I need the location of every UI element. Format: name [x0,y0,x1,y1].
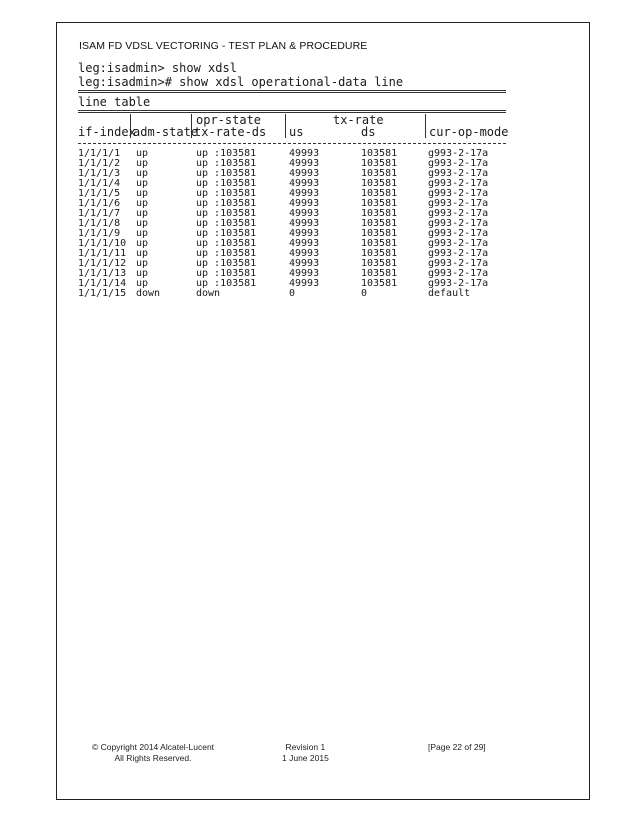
header-if-index: if-index [78,125,136,139]
cell-us: 49993 [289,278,320,289]
revision-label: Revision 1 [285,742,326,752]
cell-mode: g993-2-17a [428,158,489,169]
header-cur-op-mode: cur-op-mode [429,125,509,139]
cell-mode: g993-2-17a [428,218,489,229]
cell-us: 49993 [289,208,320,219]
cell-ds: 103581 [361,168,398,179]
cell-opr-state: up :103581 [196,218,257,229]
rights-line: All Rights Reserved. [114,753,192,763]
cell-if-index: 1/1/1/12 [78,258,127,269]
document-header: ISAM FD VDSL VECTORING - TEST PLAN & PROCEDURE [79,40,368,52]
header-ds: ds [361,125,376,139]
cell-adm-state: up [136,168,149,179]
cell-mode: g993-2-17a [428,188,489,199]
cell-us: 49993 [289,268,320,279]
header-us: us [289,125,304,139]
cell-mode: g993-2-17a [428,228,489,239]
separator-rule [78,90,506,93]
terminal-screenshot [78,61,509,299]
cell-opr-state: up :103581 [196,208,257,219]
cell-adm-state: up [136,248,149,259]
cell-mode: default [428,288,471,299]
header-opr-state: opr-state [196,113,262,127]
cell-us: 49993 [289,218,320,229]
cell-opr-state: up :103581 [196,248,257,259]
cell-adm-state: up [136,268,149,279]
cell-ds: 103581 [361,208,398,219]
cell-ds: 103581 [361,268,398,279]
cell-opr-state: up :103581 [196,268,257,279]
cell-ds: 0 [361,288,368,299]
cell-adm-state: up [136,278,149,289]
cell-opr-state: up :103581 [196,188,257,199]
cell-ds: 103581 [361,148,398,159]
cell-opr-state: up :103581 [196,148,257,159]
cell-ds: 103581 [361,158,398,169]
cell-mode: g993-2-17a [428,238,489,249]
cell-opr-state: up :103581 [196,228,257,239]
cell-opr-state: up :103581 [196,178,257,189]
cell-us: 0 [289,288,296,299]
header-adm-state: adm-state [133,125,199,139]
cell-ds: 103581 [361,238,398,249]
cell-opr-state: up :103581 [196,278,257,289]
table-title: line table [78,95,151,109]
copyright-line: © Copyright 2014 Alcatel-Lucent [92,742,215,752]
cell-us: 49993 [289,228,320,239]
cell-if-index: 1/1/1/11 [78,248,127,259]
command-prompt: leg:isadmin># show xdsl operational-data line [78,75,404,89]
cell-opr-state: up :103581 [196,198,257,209]
cell-if-index: 1/1/1/13 [78,268,127,279]
cell-if-index: 1/1/1/9 [78,228,121,239]
footer-revision [282,742,329,764]
cell-mode: g993-2-17a [428,168,489,179]
cell-opr-state: up :103581 [196,168,257,179]
cell-if-index: 1/1/1/2 [78,158,121,169]
cell-adm-state: up [136,218,149,229]
cell-us: 49993 [289,168,320,179]
column-separator [285,114,286,138]
header-divider [78,143,506,144]
cell-ds: 103581 [361,198,398,209]
cell-mode: g993-2-17a [428,208,489,219]
header-tx-rate: tx-rate [333,113,384,127]
cell-adm-state: up [136,238,149,249]
cell-mode: g993-2-17a [428,148,489,159]
cell-adm-state: up [136,188,149,199]
cell-ds: 103581 [361,278,398,289]
column-separator [425,114,426,138]
cell-if-index: 1/1/1/1 [78,148,121,159]
cell-adm-state: down [136,288,161,299]
cell-if-index: 1/1/1/5 [78,188,121,199]
cell-adm-state: up [136,158,149,169]
cell-us: 49993 [289,188,320,199]
cell-if-index: 1/1/1/3 [78,168,121,179]
cell-mode: g993-2-17a [428,248,489,259]
cell-mode: g993-2-17a [428,178,489,189]
cell-if-index: 1/1/1/6 [78,198,121,209]
footer-page-number: [Page 22 of 29] [428,742,486,752]
cell-adm-state: up [136,178,149,189]
cell-if-index: 1/1/1/10 [78,238,127,249]
cell-us: 49993 [289,238,320,249]
cell-ds: 103581 [361,248,398,259]
header-tx-rate-ds: tx-rate-ds [194,125,267,139]
cell-opr-state: up :103581 [196,258,257,269]
separator-rule [78,110,506,113]
cell-opr-state: down [196,288,221,299]
cell-us: 49993 [289,258,320,269]
cell-opr-state: up :103581 [196,238,257,249]
cell-mode: g993-2-17a [428,198,489,209]
cell-mode: g993-2-17a [428,278,489,289]
cell-us: 49993 [289,248,320,259]
table-row [78,289,506,299]
cell-adm-state: up [136,228,149,239]
cell-us: 49993 [289,198,320,209]
cell-adm-state: up [136,148,149,159]
cell-opr-state: up :103581 [196,158,257,169]
cell-adm-state: up [136,258,149,269]
cell-ds: 103581 [361,178,398,189]
cell-adm-state: up [136,208,149,219]
cell-if-index: 1/1/1/7 [78,208,121,219]
cell-if-index: 1/1/1/14 [78,278,127,289]
cell-us: 49993 [289,158,320,169]
cell-if-index: 1/1/1/4 [78,178,121,189]
cell-if-index: 1/1/1/15 [78,288,127,299]
cell-us: 49993 [289,148,320,159]
clipped-previous-line: leg:isadmin> show xdsl [78,61,237,75]
cell-ds: 103581 [361,188,398,199]
footer-copyright [92,742,214,764]
cell-mode: g993-2-17a [428,268,489,279]
cell-ds: 103581 [361,228,398,239]
cell-if-index: 1/1/1/8 [78,218,121,229]
cell-ds: 103581 [361,218,398,229]
cell-adm-state: up [136,198,149,209]
cell-mode: g993-2-17a [428,258,489,269]
cell-us: 49993 [289,178,320,189]
cell-ds: 103581 [361,258,398,269]
revision-date: 1 June 2015 [282,753,329,763]
